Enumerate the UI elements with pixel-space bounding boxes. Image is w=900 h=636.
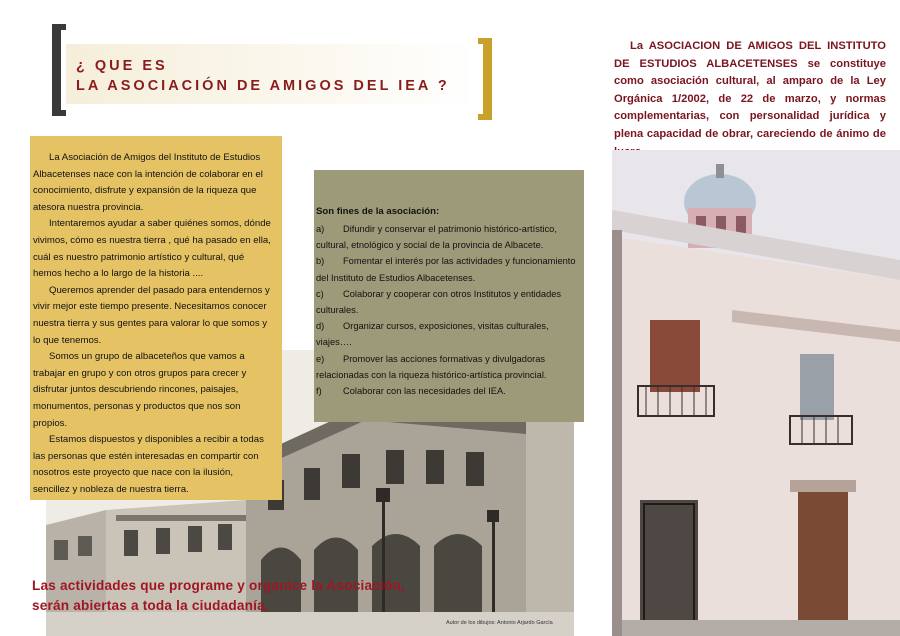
aims-item-text: Colaborar con las necesidades del IEA. — [343, 386, 506, 397]
about-paragraph-3: Queremos aprender del pasado para entendernos y vivir mejor este tiempo presente. Necesitamos conocer nuestra tierra y sus gentes para valorar lo que somos y lo que tenemos. — [33, 284, 270, 346]
aims-item — [316, 318, 578, 350]
aims-item-letter: e) — [316, 353, 325, 364]
aims-title: Son fines de la asociación: — [316, 206, 440, 217]
house-drawing — [612, 150, 900, 636]
aims-item — [316, 286, 578, 318]
aims-item — [316, 383, 578, 399]
about-paragraph-2: Intentaremos ayudar a saber quiénes somos, dónde vivimos, cómo es nuestra tierra , qué ha pasado en ella, cuál es nuestro patrimonio artístico y cultural, qué hemos hecho a lo largo de la historia .... — [33, 218, 271, 280]
slogan-line-1: Las actividades que programe y organice la Asociación, — [32, 578, 405, 593]
aims-item-text: Organizar cursos, exposiciones, visitas culturales, viajes…. — [316, 321, 549, 348]
about-paragraph-5: Estamos dispuestos y disponibles a recibir a todas las personas que estén interesadas en compartir con nosotros este proyecto que nace con la ilusión, sencillez y nobleza de nuestra tierra. — [33, 434, 264, 495]
aims-item-text: Promover las acciones formativas y divulgadoras relacionadas con la riqueza histórico-artística provincial. — [316, 353, 547, 380]
intro-paragraph: La ASOCIACION DE AMIGOS DEL INSTITUTO DE ESTUDIOS ALBACETENSES se constituye como asociación cultural, al amparo de la Ley Orgánica 1/2002, de 22 de marzo, y normas complementarias, con personalidad jurídica y plena capacidad de obrar, careciendo de ánimo de — [614, 40, 886, 140]
title-band — [66, 44, 478, 104]
aims-item — [316, 221, 578, 253]
slogan-line-2: serán abiertas a toda la ciudadanía. — [32, 598, 269, 613]
aims-item-text: Difundir y conservar el patrimonio histórico-artístico, cultural, etnológico y social de la provincia de Albacete. — [316, 224, 557, 251]
aims-item-text: Fomentar el interés por las actividades y funcionamiento del Instituto de Estudios Albacetenses. — [316, 256, 576, 283]
aims-item-text: Colaborar y cooperar con otros Institutos y entidades culturales. — [316, 288, 562, 316]
aims-item-letter: a) — [316, 224, 325, 234]
aims-text-box — [314, 170, 584, 422]
title-line-2: LA ASOCIACIÓN DE AMIGOS DEL IEA ? — [76, 78, 450, 94]
title-line-1: ¿ QUE ES — [76, 58, 168, 74]
aims-item — [316, 351, 578, 383]
about-paragraph-1: La Asociación de Amigos del Instituto de Estudios Albacetenses nace con la intención de colaborar en el conocimiento, disfrute y expansión de la riqueza que atesora nuestra provincia. — [33, 152, 263, 213]
aims-item-letter: f) — [316, 386, 322, 397]
drawing-credit: Autor de los dibujos: Antonio Arjardo García — [446, 620, 553, 626]
about-paragraph-4: Somos un grupo de albaceteños que vamos a trabajar en grupo y con otros grupos para crecer y disfrutar juntos descubriendo rincones, paisajes, monumentos, personas y productos que nos son propios. — [33, 351, 247, 429]
house-painting-image — [612, 150, 900, 636]
aims-item — [316, 253, 578, 285]
aims-item-letter: b) — [316, 256, 325, 267]
title-bracket-left — [52, 24, 66, 116]
aims-item-letter: c) — [316, 288, 324, 299]
title-bracket-right — [478, 38, 492, 120]
about-text-box — [30, 136, 282, 500]
aims-item-letter: d) — [316, 321, 325, 332]
